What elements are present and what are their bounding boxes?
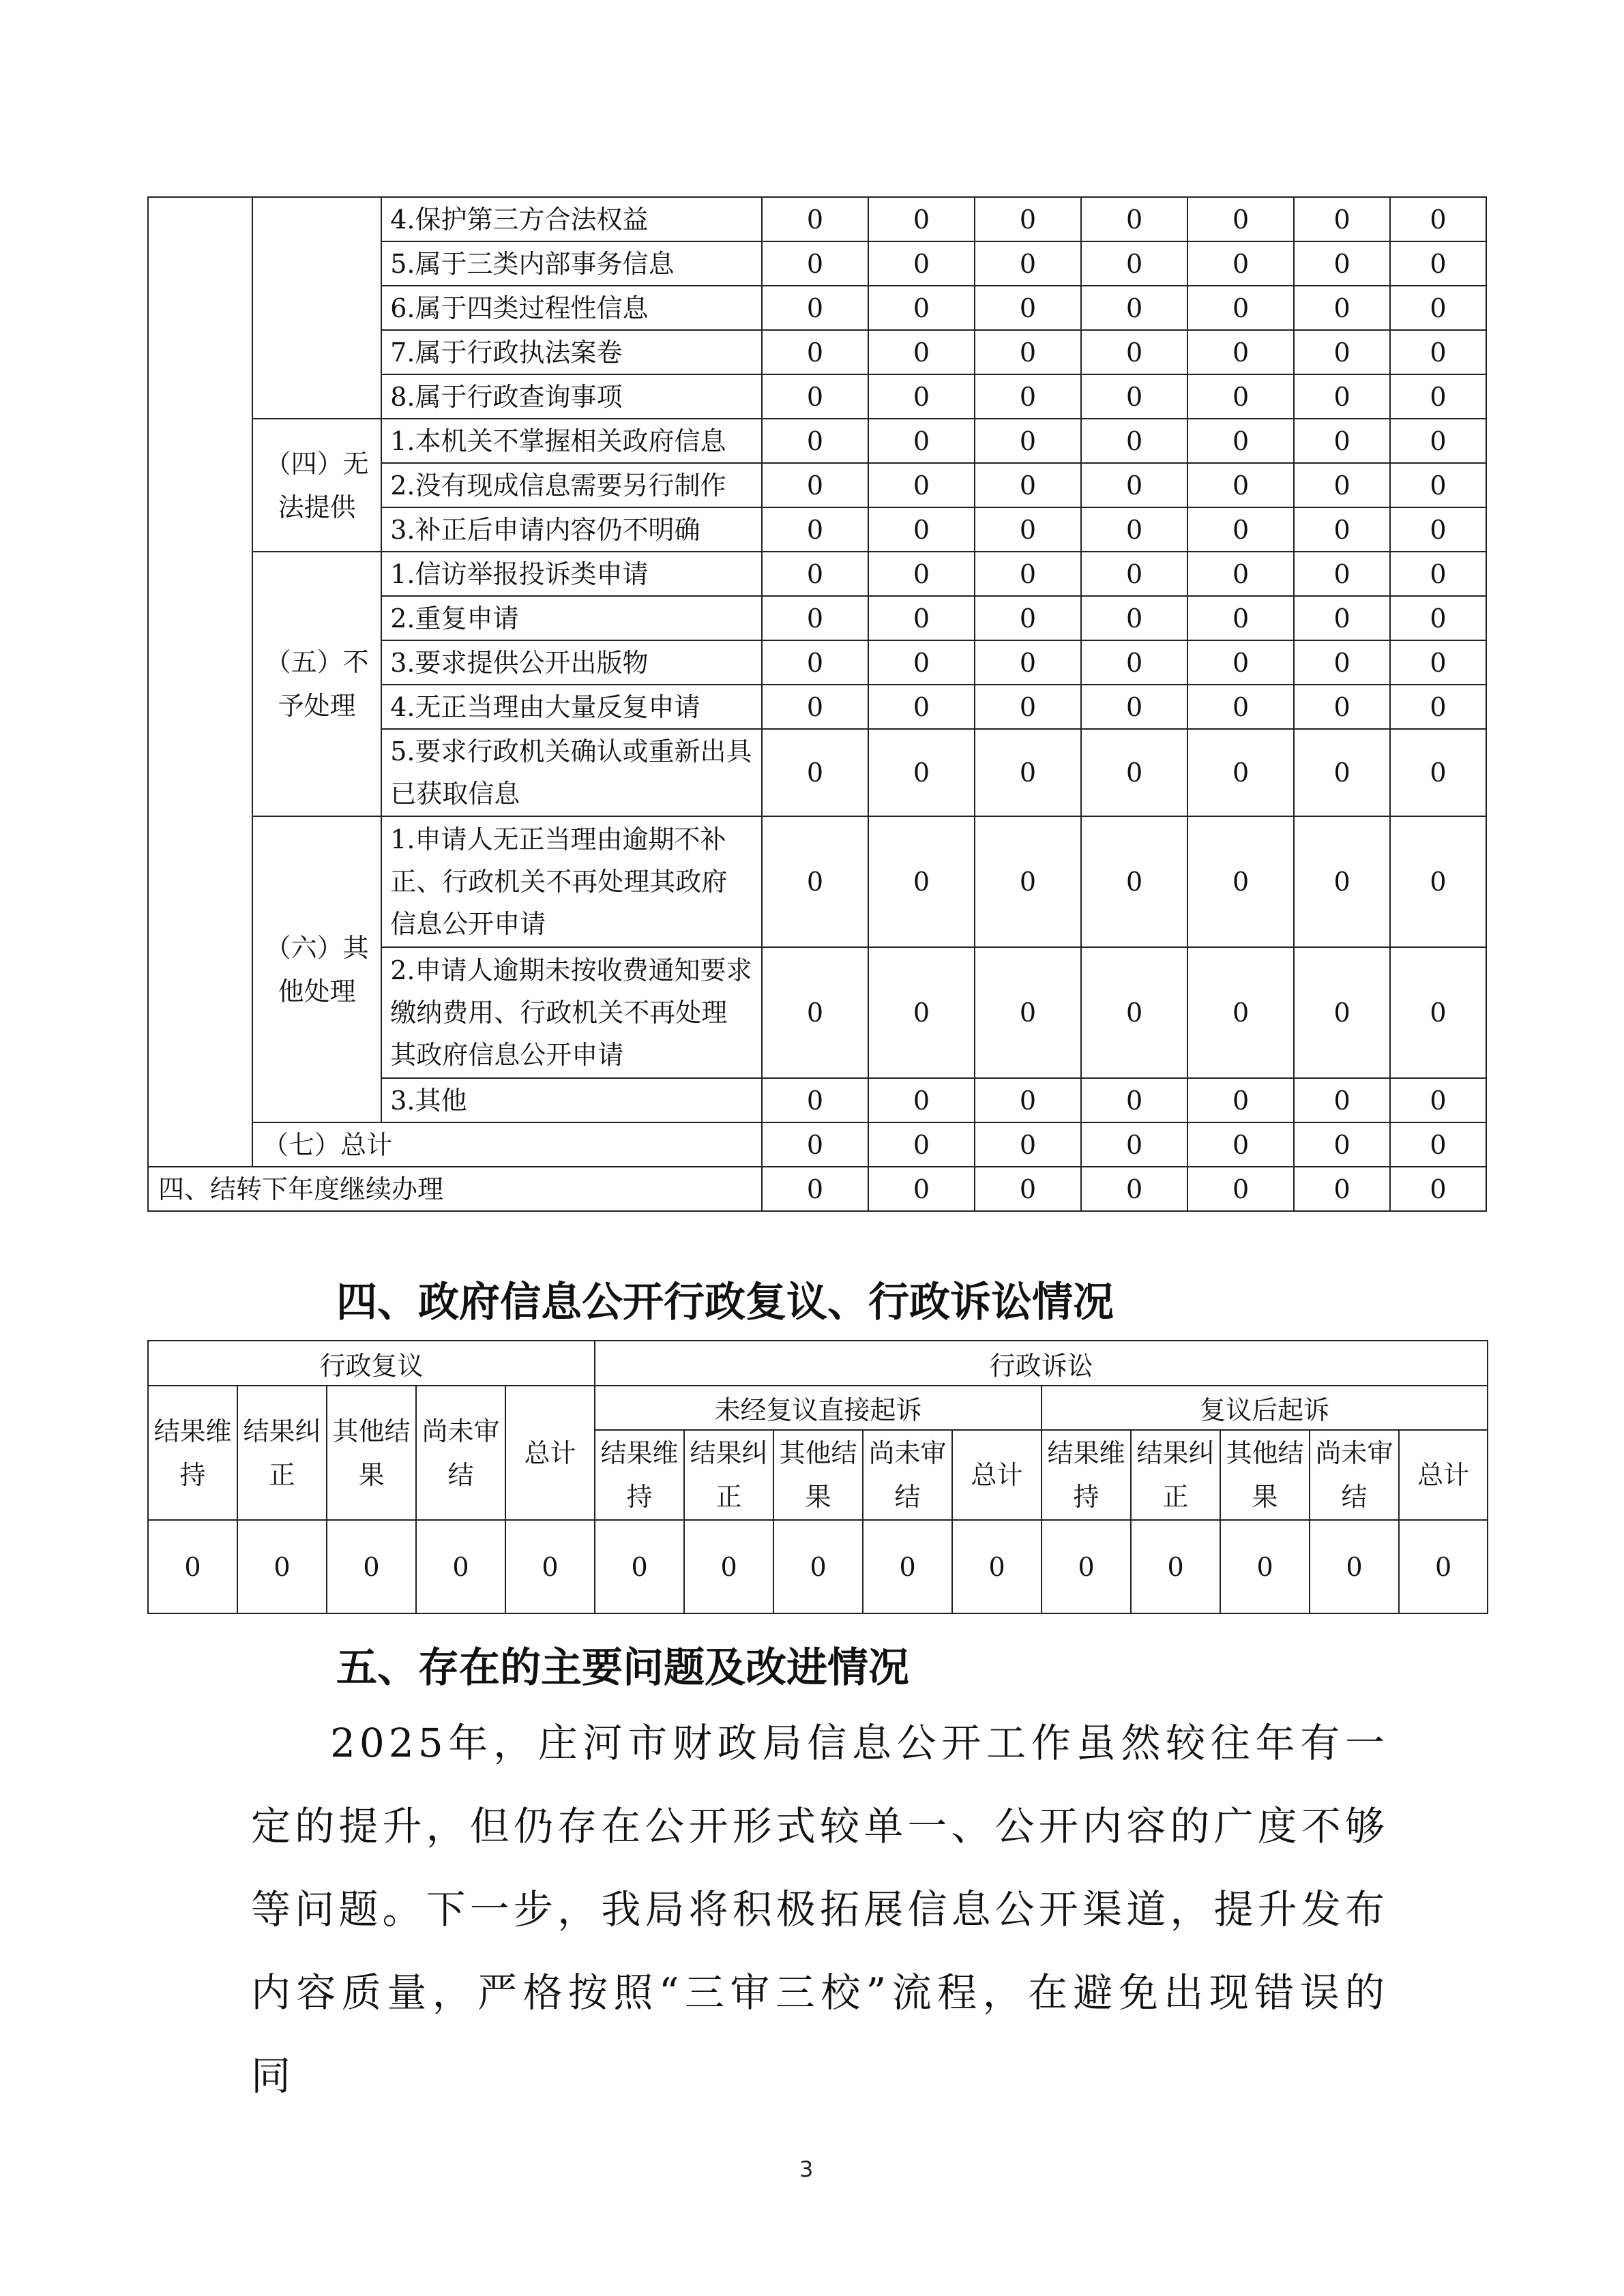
column-label: 其他结果	[327, 1386, 416, 1520]
column-label: 结果纠正	[1131, 1430, 1220, 1520]
litigation-header: 行政诉讼	[595, 1341, 1488, 1386]
value-cell: 0	[1294, 729, 1390, 816]
value-cell: 0	[762, 507, 868, 552]
table-row	[148, 419, 1486, 463]
value-cell: 0	[1081, 286, 1187, 330]
value-cell: 0	[1294, 286, 1390, 330]
value-cell: 0	[1294, 419, 1390, 463]
value-cell: 0	[1187, 596, 1294, 640]
value-cell: 0	[975, 241, 1081, 286]
value-cell: 0	[868, 729, 975, 816]
value-cell: 0	[1390, 640, 1486, 685]
value-cell: 0	[762, 816, 868, 947]
value-cell: 0	[762, 286, 868, 330]
value-cell: 0	[975, 507, 1081, 552]
value-cell: 0	[868, 685, 975, 729]
value-cell: 0	[762, 1167, 868, 1211]
value-cell: 0	[975, 640, 1081, 685]
value-cell: 0	[868, 507, 975, 552]
value-cell: 0	[148, 1520, 237, 1613]
value-cell: 0	[762, 640, 868, 685]
value-cell: 0	[1294, 640, 1390, 685]
value-cell: 0	[762, 729, 868, 816]
value-cell: 0	[1081, 241, 1187, 286]
value-cell: 0	[1294, 1078, 1390, 1122]
value-cell: 0	[762, 552, 868, 596]
value-cell: 0	[868, 286, 975, 330]
value-cell: 0	[1390, 816, 1486, 947]
value-cell: 0	[1294, 947, 1390, 1078]
value-cell: 0	[868, 330, 975, 374]
value-cell: 0	[1187, 1078, 1294, 1122]
value-cell: 0	[762, 419, 868, 463]
value-cell: 0	[1187, 729, 1294, 816]
value-cell: 0	[1187, 947, 1294, 1078]
value-cell: 0	[1390, 1122, 1486, 1167]
value-cell: 0	[975, 463, 1081, 507]
value-cell: 0	[762, 197, 868, 241]
value-cell: 0	[762, 1122, 868, 1167]
column-label: 结果维持	[595, 1430, 684, 1520]
value-cell: 0	[868, 197, 975, 241]
value-cell: 0	[595, 1520, 684, 1613]
value-cell: 0	[1187, 374, 1294, 419]
row-label: 8.属于行政查询事项	[381, 374, 762, 419]
column-label: 总计	[952, 1430, 1042, 1520]
value-cell: 0	[1081, 596, 1187, 640]
value-cell: 0	[975, 947, 1081, 1078]
value-cell: 0	[868, 241, 975, 286]
column-label: 总计	[1399, 1430, 1488, 1520]
value-cell: 0	[868, 596, 975, 640]
value-cell: 0	[773, 1520, 863, 1613]
column-label: 其他结果	[1220, 1430, 1310, 1520]
value-cell: 0	[1390, 286, 1486, 330]
value-cell: 0	[868, 374, 975, 419]
value-cell: 0	[868, 463, 975, 507]
value-cell: 0	[1294, 374, 1390, 419]
row-label: 四、结转下年度继续办理	[148, 1167, 762, 1211]
value-cell: 0	[1187, 640, 1294, 685]
value-cell: 0	[1081, 729, 1187, 816]
value-cell: 0	[1390, 596, 1486, 640]
value-cell: 0	[1390, 552, 1486, 596]
row-label: 5.属于三类内部事务信息	[381, 241, 762, 286]
value-cell: 0	[1310, 1520, 1399, 1613]
value-cell: 0	[762, 330, 868, 374]
value-cell: 0	[975, 1167, 1081, 1211]
row-label: 2.申请人逾期未按收费通知要求缴纳费用、行政机关不再处理其政府信息公开申请	[381, 947, 762, 1078]
value-cell: 0	[762, 1078, 868, 1122]
value-cell: 0	[1042, 1520, 1131, 1613]
value-cell: 0	[975, 1078, 1081, 1122]
category-cell: （五）不予处理	[252, 552, 381, 816]
value-cell: 0	[327, 1520, 416, 1613]
value-cell: 0	[975, 419, 1081, 463]
value-cell: 0	[1187, 552, 1294, 596]
value-cell: 0	[1294, 330, 1390, 374]
value-cell: 0	[1081, 1078, 1187, 1122]
review-header: 行政复议	[148, 1341, 595, 1386]
value-cell: 0	[684, 1520, 773, 1613]
row-label: 1.申请人无正当理由逾期不补正、行政机关不再处理其政府信息公开申请	[381, 816, 762, 947]
value-cell: 0	[1294, 463, 1390, 507]
value-cell: 0	[975, 197, 1081, 241]
total-row	[148, 1122, 1486, 1167]
value-cell: 0	[868, 947, 975, 1078]
value-cell: 0	[1294, 1167, 1390, 1211]
direct-litigation-header: 未经复议直接起诉	[595, 1386, 1042, 1430]
value-cell: 0	[1294, 685, 1390, 729]
value-cell: 0	[1390, 729, 1486, 816]
value-cell: 0	[416, 1520, 505, 1613]
value-cell: 0	[975, 596, 1081, 640]
row-label: 4.无正当理由大量反复申请	[381, 685, 762, 729]
value-cell: 0	[1294, 507, 1390, 552]
value-cell: 0	[1081, 197, 1187, 241]
table-header-row	[148, 1341, 1488, 1386]
value-cell: 0	[1294, 816, 1390, 947]
value-cell: 0	[1081, 947, 1187, 1078]
value-cell: 0	[1390, 685, 1486, 729]
column-label: 尚未审结	[1310, 1430, 1399, 1520]
body-paragraph: 2025年，庄河市财政局信息公开工作虽然较往年有一定的提升，但仍存在公开形式较单一、公开内容的广度不够等问题。下一步，我局将积极拓展信息公开渠道，提升发布内容质量，严格按照“三审三校”流程，在避免出现错误的同	[251, 1720, 1389, 2099]
value-cell: 0	[762, 241, 868, 286]
after-review-litigation-header: 复议后起诉	[1042, 1386, 1488, 1430]
value-cell: 0	[952, 1520, 1042, 1613]
row-label: 3.要求提供公开出版物	[381, 640, 762, 685]
value-cell: 0	[1390, 197, 1486, 241]
category-cell: （四）无法提供	[252, 419, 381, 552]
value-cell: 0	[868, 419, 975, 463]
value-cell: 0	[868, 552, 975, 596]
value-cell: 0	[1220, 1520, 1310, 1613]
value-cell: 0	[868, 640, 975, 685]
value-cell: 0	[868, 1078, 975, 1122]
value-cell: 0	[1081, 1167, 1187, 1211]
value-cell: 0	[1187, 463, 1294, 507]
value-cell: 0	[1081, 1122, 1187, 1167]
value-cell: 0	[762, 947, 868, 1078]
value-cell: 0	[975, 330, 1081, 374]
table-row	[148, 816, 1486, 947]
application-handling-table	[147, 196, 1487, 1212]
value-cell: 0	[762, 685, 868, 729]
value-cell: 0	[868, 816, 975, 947]
value-cell: 0	[1081, 552, 1187, 596]
value-cell: 0	[1390, 374, 1486, 419]
value-cell: 0	[1081, 640, 1187, 685]
value-cell: 0	[1187, 816, 1294, 947]
value-cell: 0	[1081, 463, 1187, 507]
value-cell: 0	[863, 1520, 952, 1613]
column-label: 尚未审结	[416, 1386, 505, 1520]
category-cell: （六）其他处理	[252, 816, 381, 1122]
row-label: 3.其他	[381, 1078, 762, 1122]
value-cell: 0	[975, 286, 1081, 330]
column-label: 结果纠正	[684, 1430, 773, 1520]
value-cell: 0	[1390, 947, 1486, 1078]
row-label: 4.保护第三方合法权益	[381, 197, 762, 241]
value-cell: 0	[1081, 374, 1187, 419]
category-cell	[252, 197, 381, 419]
row-label: 2.没有现成信息需要另行制作	[381, 463, 762, 507]
carryover-row	[148, 1167, 1486, 1211]
value-cell: 0	[1390, 1078, 1486, 1122]
row-label: 5.要求行政机关确认或重新出具已获取信息	[381, 729, 762, 816]
value-cell: 0	[762, 374, 868, 419]
page-number: 3	[799, 2156, 814, 2182]
section-heading-problems: 五、存在的主要问题及改进情况	[336, 1644, 909, 1692]
value-cell: 0	[868, 1122, 975, 1167]
review-litigation-table	[147, 1340, 1488, 1614]
column-label: 总计	[505, 1386, 595, 1520]
column-label: 结果纠正	[237, 1386, 327, 1520]
value-cell: 0	[505, 1520, 595, 1613]
value-cell: 0	[1187, 1122, 1294, 1167]
value-cell: 0	[1187, 507, 1294, 552]
value-cell: 0	[1081, 507, 1187, 552]
value-cell: 0	[1187, 685, 1294, 729]
value-cell: 0	[1187, 1167, 1294, 1211]
value-cell: 0	[1294, 596, 1390, 640]
value-cell: 0	[1081, 816, 1187, 947]
column-label: 结果维持	[148, 1386, 237, 1520]
value-cell: 0	[1390, 463, 1486, 507]
value-cell: 0	[1187, 286, 1294, 330]
value-cell: 0	[868, 1167, 975, 1211]
value-cell: 0	[975, 552, 1081, 596]
value-cell: 0	[237, 1520, 327, 1613]
value-cell: 0	[1187, 241, 1294, 286]
value-cell: 0	[1390, 1167, 1486, 1211]
value-cell: 0	[975, 1122, 1081, 1167]
row-label: 1.本机关不掌握相关政府信息	[381, 419, 762, 463]
row-label: 2.重复申请	[381, 596, 762, 640]
value-cell: 0	[1081, 330, 1187, 374]
row-label: 3.补正后申请内容仍不明确	[381, 507, 762, 552]
column-label: 尚未审结	[863, 1430, 952, 1520]
value-cell: 0	[1390, 330, 1486, 374]
value-cell: 0	[975, 816, 1081, 947]
value-cell: 0	[1294, 197, 1390, 241]
value-cell: 0	[975, 374, 1081, 419]
value-cell: 0	[1131, 1520, 1220, 1613]
table-row	[148, 197, 1486, 241]
table-row	[148, 552, 1486, 596]
outer-category-cell	[148, 197, 252, 1167]
row-label: （七）总计	[252, 1122, 762, 1167]
value-cell: 0	[1081, 685, 1187, 729]
value-cell: 0	[1294, 552, 1390, 596]
table-row	[148, 1520, 1488, 1613]
value-cell: 0	[762, 596, 868, 640]
row-label: 6.属于四类过程性信息	[381, 286, 762, 330]
table-subheader-row	[148, 1386, 1488, 1430]
value-cell: 0	[1390, 419, 1486, 463]
value-cell: 0	[1294, 241, 1390, 286]
value-cell: 0	[1390, 507, 1486, 552]
column-label: 结果维持	[1042, 1430, 1131, 1520]
row-label: 1.信访举报投诉类申请	[381, 552, 762, 596]
value-cell: 0	[1399, 1520, 1488, 1613]
value-cell: 0	[1187, 419, 1294, 463]
value-cell: 0	[1081, 419, 1187, 463]
value-cell: 0	[975, 685, 1081, 729]
column-label: 其他结果	[773, 1430, 863, 1520]
value-cell: 0	[1187, 197, 1294, 241]
value-cell: 0	[1187, 330, 1294, 374]
value-cell: 0	[1294, 1122, 1390, 1167]
row-label: 7.属于行政执法案卷	[381, 330, 762, 374]
value-cell: 0	[1390, 241, 1486, 286]
value-cell: 0	[975, 729, 1081, 816]
section-heading-review-litigation: 四、政府信息公开行政复议、行政诉讼情况	[336, 1279, 1114, 1326]
value-cell: 0	[762, 463, 868, 507]
